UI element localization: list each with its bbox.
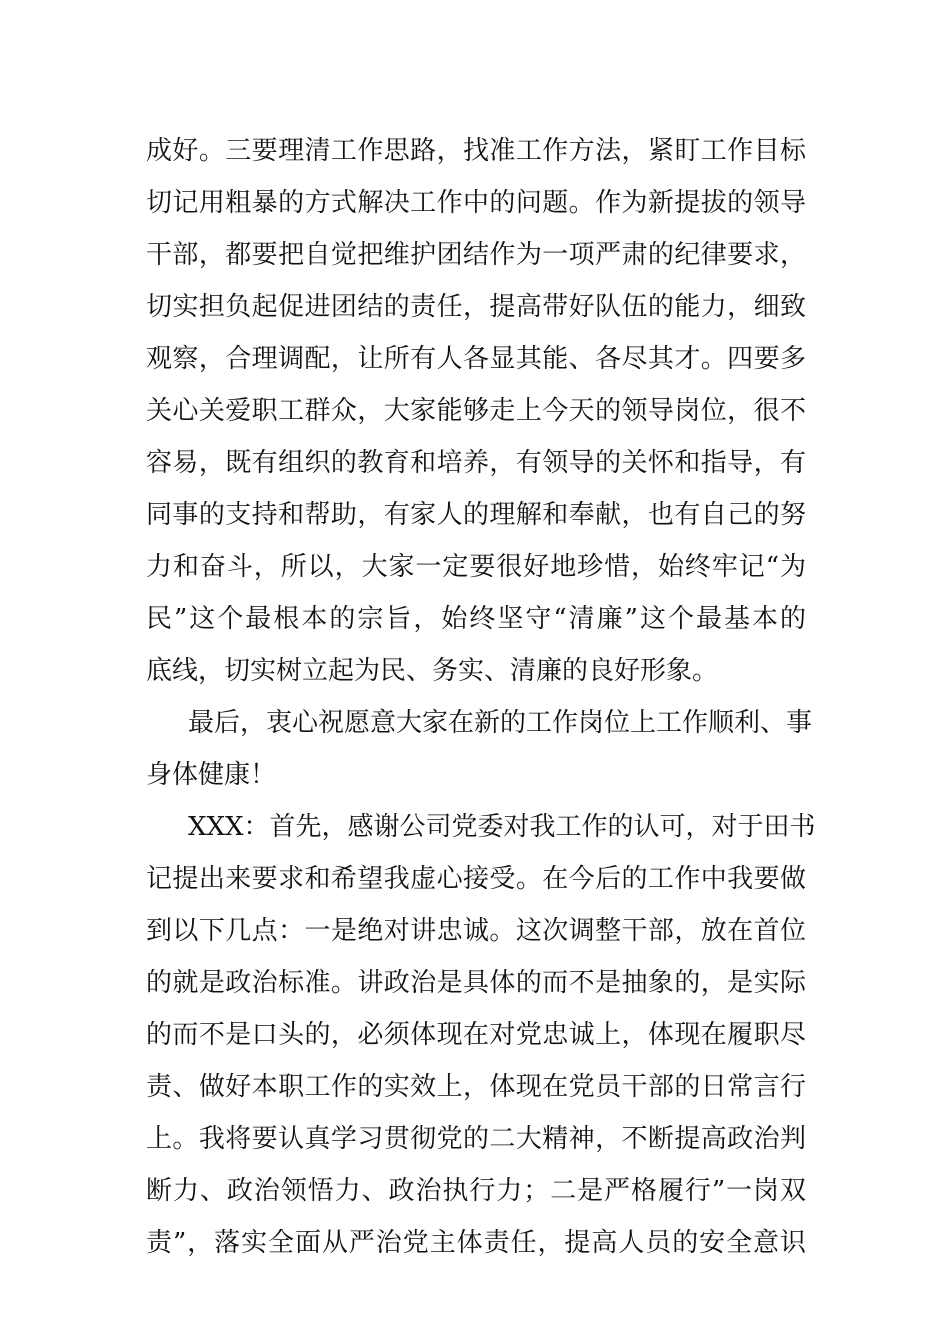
text-line: 观察，合理调配，让所有人各显其能、各尽其才。四要多 — [146, 344, 806, 374]
text-line: 的就是政治标准。讲政治是具体的而不是抽象的，是实际 — [146, 968, 806, 998]
text-line: 身体健康！ — [146, 760, 277, 790]
text-line: 责”，落实全面从严治党主体责任，提高人员的安全意识 — [146, 1228, 806, 1258]
text-line: 同事的支持和帮助，有家人的理解和奉献，也有自己的努 — [146, 500, 806, 530]
text-line: 责、做好本职工作的实效上，体现在党员干部的日常言行 — [146, 1072, 806, 1102]
text-line: 成好。三要理清工作思路，找准工作方法，紧盯工作目标 — [146, 136, 806, 166]
text-line: 断力、政治领悟力、政治执行力；二是严格履行”一岗双 — [146, 1176, 806, 1206]
text-line: 记提出来要求和希望我虚心接受。在今后的工作中我要做 — [146, 864, 806, 894]
text-line: 上。我将要认真学习贯彻党的二大精神，不断提高政治判 — [146, 1124, 806, 1154]
text-line: 力和奋斗，所以，大家一定要很好地珍惜，始终牢记“为 — [146, 552, 806, 582]
text-line: 切实担负起促进团结的责任，提高带好队伍的能力，细致 — [146, 292, 806, 322]
text-line: 的而不是口头的，必须体现在对党忠诚上，体现在履职尽 — [146, 1020, 806, 1050]
text-line: 到以下几点：一是绝对讲忠诚。这次调整干部，放在首位 — [146, 916, 806, 946]
text-line: 关心关爱职工群众，大家能够走上今天的领导岗位，很不 — [146, 396, 806, 426]
text-line: 切记用粗暴的方式解决工作中的问题。作为新提拔的领导 — [146, 188, 806, 218]
paragraph-first-line: XXX：首先，感谢公司党委对我工作的认可，对于田书 — [188, 812, 816, 842]
text-line: 底线，切实树立起为民、务实、清廉的良好形象。 — [146, 656, 719, 686]
paragraph-first-line: 最后，衷心祝愿意大家在新的工作岗位上工作顺利、事 — [188, 708, 813, 738]
text-line: 干部，都要把自觉把维护团结作为一项严肃的纪律要求， — [146, 240, 806, 270]
text-line: 容易，既有组织的教育和培养，有领导的关怀和指导，有 — [146, 448, 806, 478]
text-line: 民”这个最根本的宗旨，始终坚守“清廉”这个最基本的 — [146, 604, 806, 634]
